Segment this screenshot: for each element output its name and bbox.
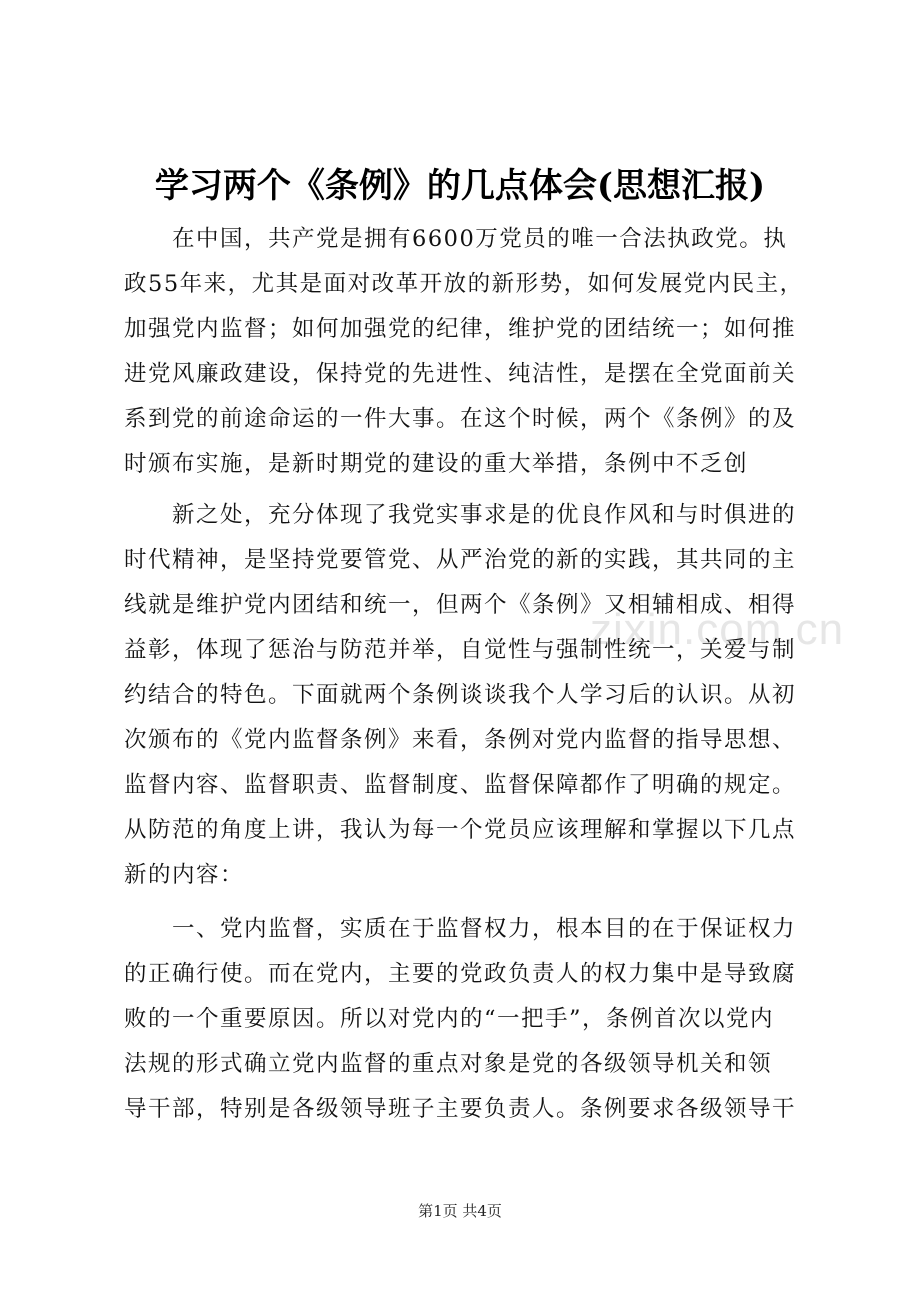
- text-line: 系到党的前途命运的一件大事。在这个时候，两个《条例》的及: [124, 406, 797, 432]
- text-line: 线就是维护党内团结和统一，但两个《条例》又相辅相成、相得: [124, 592, 797, 618]
- text-line: 法规的形式确立党内监督的重点对象是党的各级领导机关和领: [124, 1051, 773, 1077]
- text-line: 一、党内监督，实质在于监督权力，根本目的在于保证权力: [172, 916, 797, 942]
- text-line: 新之处，充分体现了我党实事求是的优良作风和与时俱进的: [172, 502, 797, 528]
- text-line: 的正确行使。而在党内，主要的党政负责人的权力集中是导致腐: [124, 961, 797, 987]
- text-line: 时代精神，是坚持党要管党、从严治党的新的实践，其共同的主: [124, 547, 797, 573]
- text-line: 益彰，体现了惩治与防范并举，自觉性与强制性统一，关爱与制: [124, 637, 797, 663]
- text-line: 败的一个重要原因。所以对党内的“一把手”，条例首次以党内: [124, 1006, 775, 1032]
- text-line: 新的内容：: [124, 862, 245, 888]
- text-line: 政55年来，尤其是面对改革开放的新形势，如何发展党内民主，: [124, 271, 804, 297]
- text-line: 约结合的特色。下面就两个条例谈谈我个人学习后的认识。从初: [124, 682, 797, 708]
- watermark: zixin.com.cn: [590, 605, 845, 654]
- text-line: 监督内容、监督职责、监督制度、监督保障都作了明确的规定。: [124, 772, 797, 798]
- document-title: 学习两个《条例》的几点体会(思想汇报): [154, 166, 766, 206]
- text-line: 次颁布的《党内监督条例》来看，条例对党内监督的指导思想、: [124, 727, 797, 753]
- text-line: 导干部，特别是各级领导班子主要负责人。条例要求各级领导干: [124, 1096, 797, 1122]
- page-footer: 第1页 共4页: [418, 1202, 502, 1220]
- text-line: 加强党内监督；如何加强党的纪律，维护党的团结统一；如何推: [124, 316, 797, 342]
- text-line: 在中国，共产党是拥有6600万党员的唯一合法执政党。执: [172, 226, 788, 252]
- text-line: 从防范的角度上讲，我认为每一个党员应该理解和掌握以下几点: [124, 817, 797, 843]
- text-line: 进党风廉政建设，保持党的先进性、纯洁性，是摆在全党面前关: [124, 361, 797, 387]
- text-line: 时颁布实施，是新时期党的建设的重大举措，条例中不乏创: [124, 451, 749, 477]
